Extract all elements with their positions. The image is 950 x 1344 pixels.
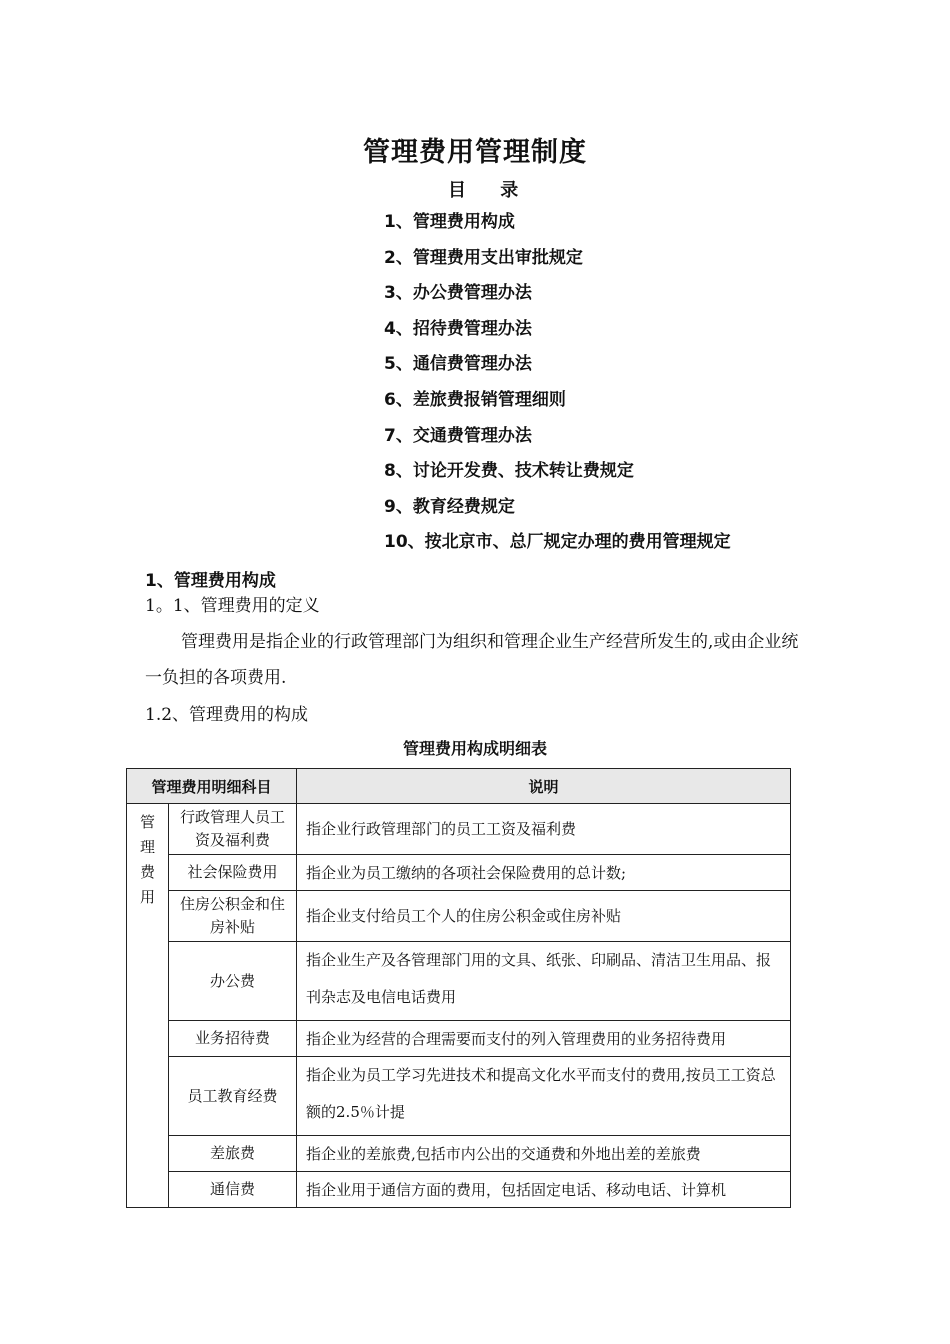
item-cell: 办公费 [169,942,297,1021]
document-title: 管理费用管理制度 [363,137,587,168]
table-row [127,855,791,891]
group-label-char: 用 [139,888,155,906]
item-cell: 差旅费 [169,1136,297,1172]
item-cell: 行政管理人员工资及福利费 [169,804,297,855]
description-cell: 指企业为员工缴纳的各项社会保险费用的总计数; [297,855,791,891]
toc-item-8: 8、讨论开发费、技术转让费规定 [384,461,634,482]
table-row [127,891,791,942]
table-header-row [127,769,791,804]
group-label-cell [127,804,169,1208]
toc-item-6: 6、差旅费报销管理细则 [384,389,566,410]
table-row [127,1021,791,1057]
toc-item-1: 1、管理费用构成 [384,212,515,232]
table-row [127,942,791,1021]
description-cell: 指企业为员工学习先进技术和提高文化水平而支付的费用,按员工工资总额的2.5％计提 [297,1057,791,1136]
description-cell: 指企业为经营的合理需要而支付的列入管理费用的业务招待费用 [297,1021,791,1057]
toc-item-9: 9、教育经费规定 [384,496,515,517]
subsection-definition: 1。1、管理费用的定义 [145,596,320,616]
item-cell: 员工教育经费 [169,1057,297,1136]
cost-detail-table [126,768,791,1208]
description-cell: 指企业支付给员工个人的住房公积金或住房补贴 [297,891,791,942]
table-of-contents [384,210,731,566]
description-cell: 指企业的差旅费,包括市内公出的交通费和外地出差的差旅费 [297,1136,791,1172]
table-row [127,1136,791,1172]
toc-item-7: 7、交通费管理办法 [384,425,532,446]
group-label-char: 费 [139,863,155,881]
definition-paragraph: 管理费用是指企业的行政管理部门为组织和管理企业生产经营所发生的,或由企业统一负担的各项费用. [145,632,799,688]
header-description: 说明 [297,769,791,804]
toc-heading: 目 录 [448,180,533,201]
description-cell: 指企业生产及各管理部门用的文具、纸张、印刷品、清洁卫生用品、报刊杂志及电信电话费用 [297,942,791,1021]
toc-item-4: 4、招待费管理办法 [384,318,532,339]
description-cell: 指企业行政管理部门的员工工资及福利费 [297,804,791,855]
table-row [127,1172,791,1208]
subsection-composition: 1.2、管理费用的构成 [145,705,309,725]
toc-item-10: 10、按北京市、总厂规定办理的费用管理规定 [384,532,731,553]
table-title: 管理费用构成明细表 [402,739,547,758]
item-cell: 通信费 [169,1172,297,1208]
description-cell: 指企业用于通信方面的费用，包括固定电话、移动电话、计算机 [297,1172,791,1208]
item-cell: 社会保险费用 [169,855,297,891]
header-item: 管理费用明细科目 [127,769,297,804]
section-heading: 1、管理费用构成 [145,571,276,591]
toc-item-2: 2、管理费用支出审批规定 [384,247,583,268]
item-cell: 住房公积金和住房补贴 [169,891,297,942]
toc-item-3: 3、办公费管理办法 [384,283,532,304]
table-row [127,1057,791,1136]
table-row [127,804,791,855]
group-label-char: 理 [139,838,155,856]
toc-item-5: 5、通信费管理办法 [384,354,532,375]
item-cell: 业务招待费 [169,1021,297,1057]
group-label-char: 管 [139,813,155,831]
